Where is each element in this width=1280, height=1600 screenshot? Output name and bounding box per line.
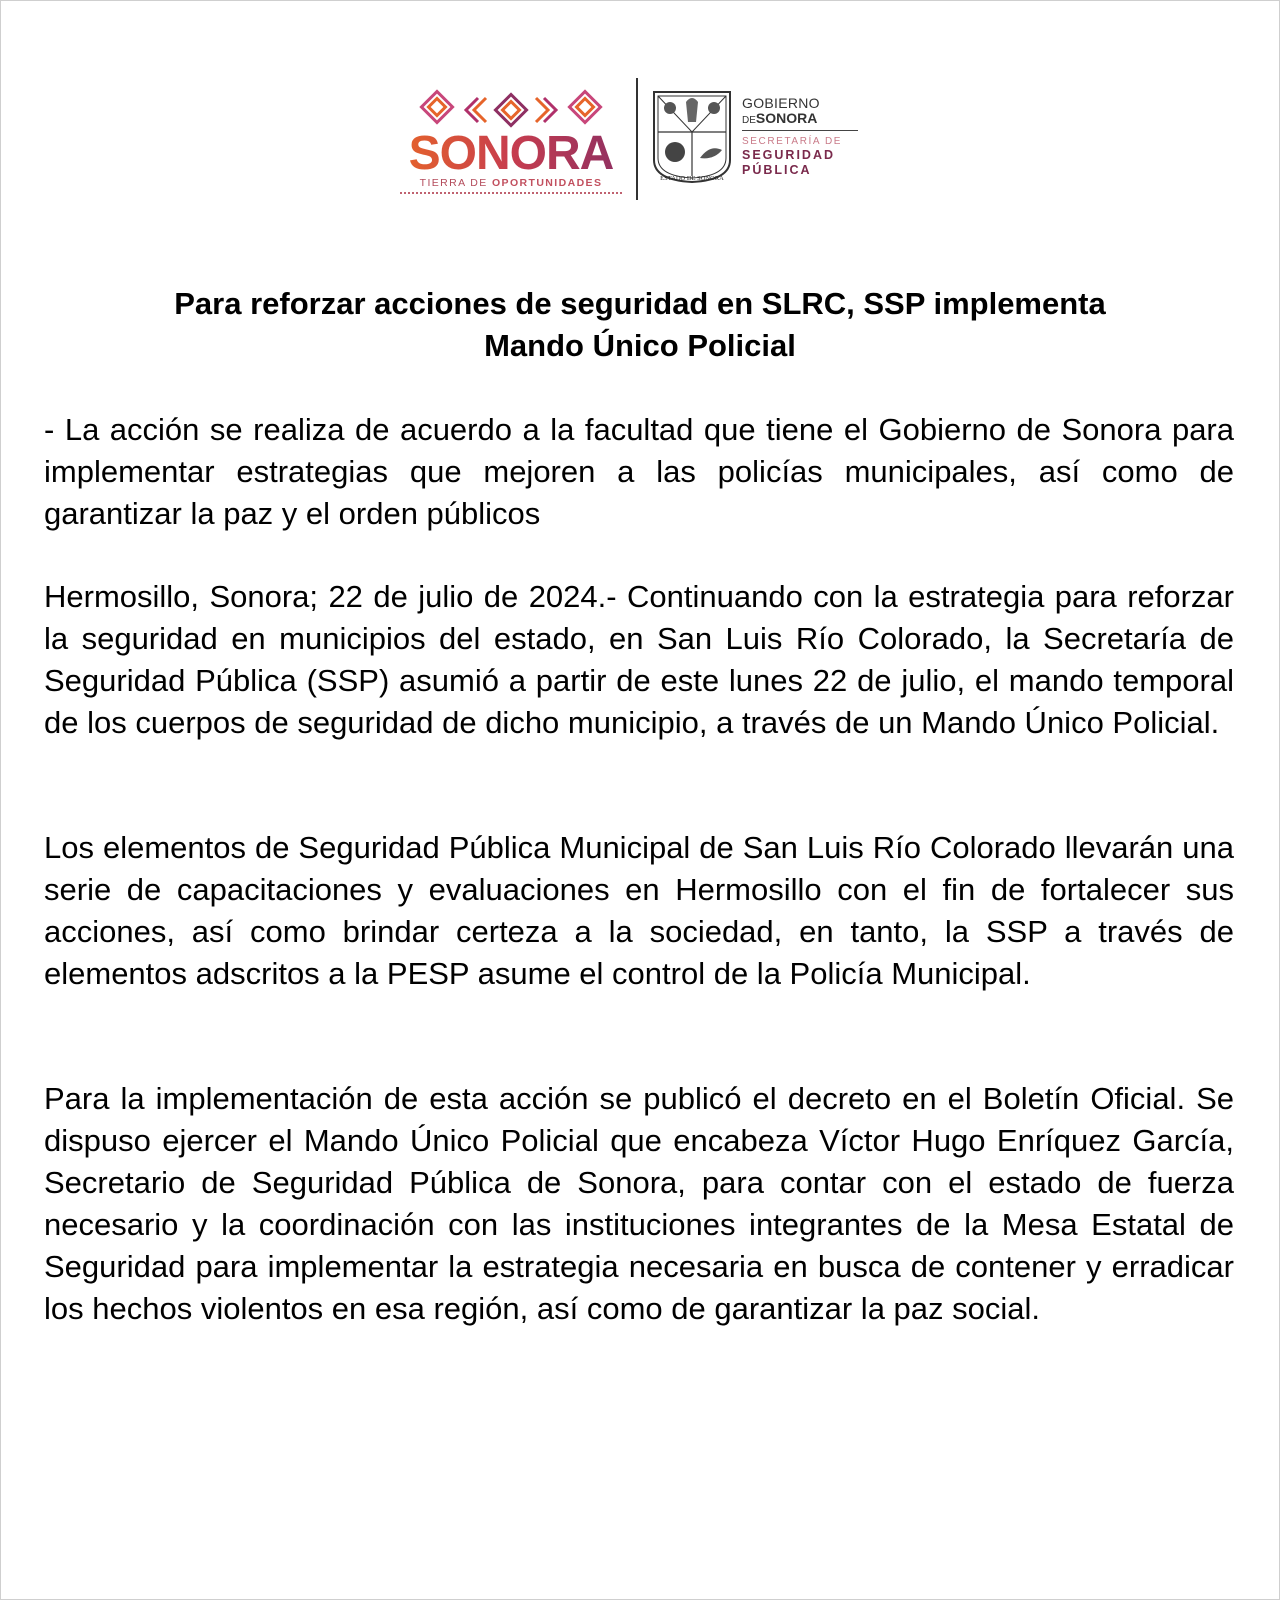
gov-line-4: SEGURIDAD	[742, 148, 836, 162]
sonora-motif-icon	[418, 88, 604, 132]
tagline-light: TIERRA DE	[419, 177, 492, 189]
tagline-bold: OPORTUNIDADES	[491, 177, 603, 189]
shield-caption: ESTADO DE SONORA	[660, 175, 724, 182]
gov-line-2-prefix: DE	[742, 115, 756, 126]
dotted-underline	[400, 192, 622, 194]
body-paragraph-2: Los elementos de Seguridad Pública Municipal de San Luis Río Colorado llevarán una serie de capacitaciones y evaluaciones en Hermosillo con el fin de fortalecer sus acciones, así como brindar certeza a la sociedad, en tanto, la SSP a través de elementos adscritos a la PESP asume el control de la Policía Municipal.	[44, 830, 1234, 991]
gov-line-1: GOBIERNO	[742, 95, 820, 111]
gov-line-2	[742, 111, 882, 128]
sonora-brand-logo	[398, 78, 624, 200]
sonora-wordmark: SONORA	[398, 130, 624, 178]
logo-divider	[636, 78, 638, 200]
press-release-title	[44, 283, 1236, 367]
summary-paragraph: - La acción se realiza de acuerdo a la facultad que tiene el Gobierno de Sonora para implementar estrategias que mejoren a las policías municipales, así como de garantizar la paz y el orden públicos	[44, 412, 1234, 531]
state-shield-icon	[650, 88, 734, 186]
gov-line-5: PÚBLICA	[742, 163, 812, 177]
header-logos	[398, 78, 878, 200]
sonora-tagline	[398, 178, 624, 189]
body-paragraph-1: Hermosillo, Sonora; 22 de julio de 2024.- Continuando con la estrategia para reforzar la seguridad en municipios del estado, en San Luis Río Colorado, la Secretaría de Seguridad Pública (SSP) asumió a partir de este lunes 22 de julio, el mando temporal de los cuerpos de seguridad de dicho municipio, a través de un Mando Único Policial.	[44, 579, 1234, 740]
gov-line-3: SECRETARÍA DE	[742, 136, 843, 147]
body-paragraph-3: Para la implementación de esta acción se publicó el decreto en el Boletín Oficial. Se dispuso ejercer el Mando Único Policial que encabeza Víctor Hugo Enríquez García, Secretario de Seguridad Pública de Sonora, para contar con el estado de fuerza necesario y la coordinación con las instituciones integrantes de la Mesa Estatal de Seguridad para implementar la estrategia necesaria en busca de contener y erradicar los hechos violentos en esa región, así como de garantizar la paz social.	[44, 1081, 1234, 1326]
gobierno-ssp-logo	[742, 96, 882, 178]
title-line-2: Mando Único Policial	[484, 328, 796, 363]
gov-rule	[742, 130, 858, 131]
gov-line-2-main: SONORA	[755, 110, 818, 126]
title-line-1: Para reforzar acciones de seguridad en SLRC, SSP implementa	[174, 286, 1106, 321]
